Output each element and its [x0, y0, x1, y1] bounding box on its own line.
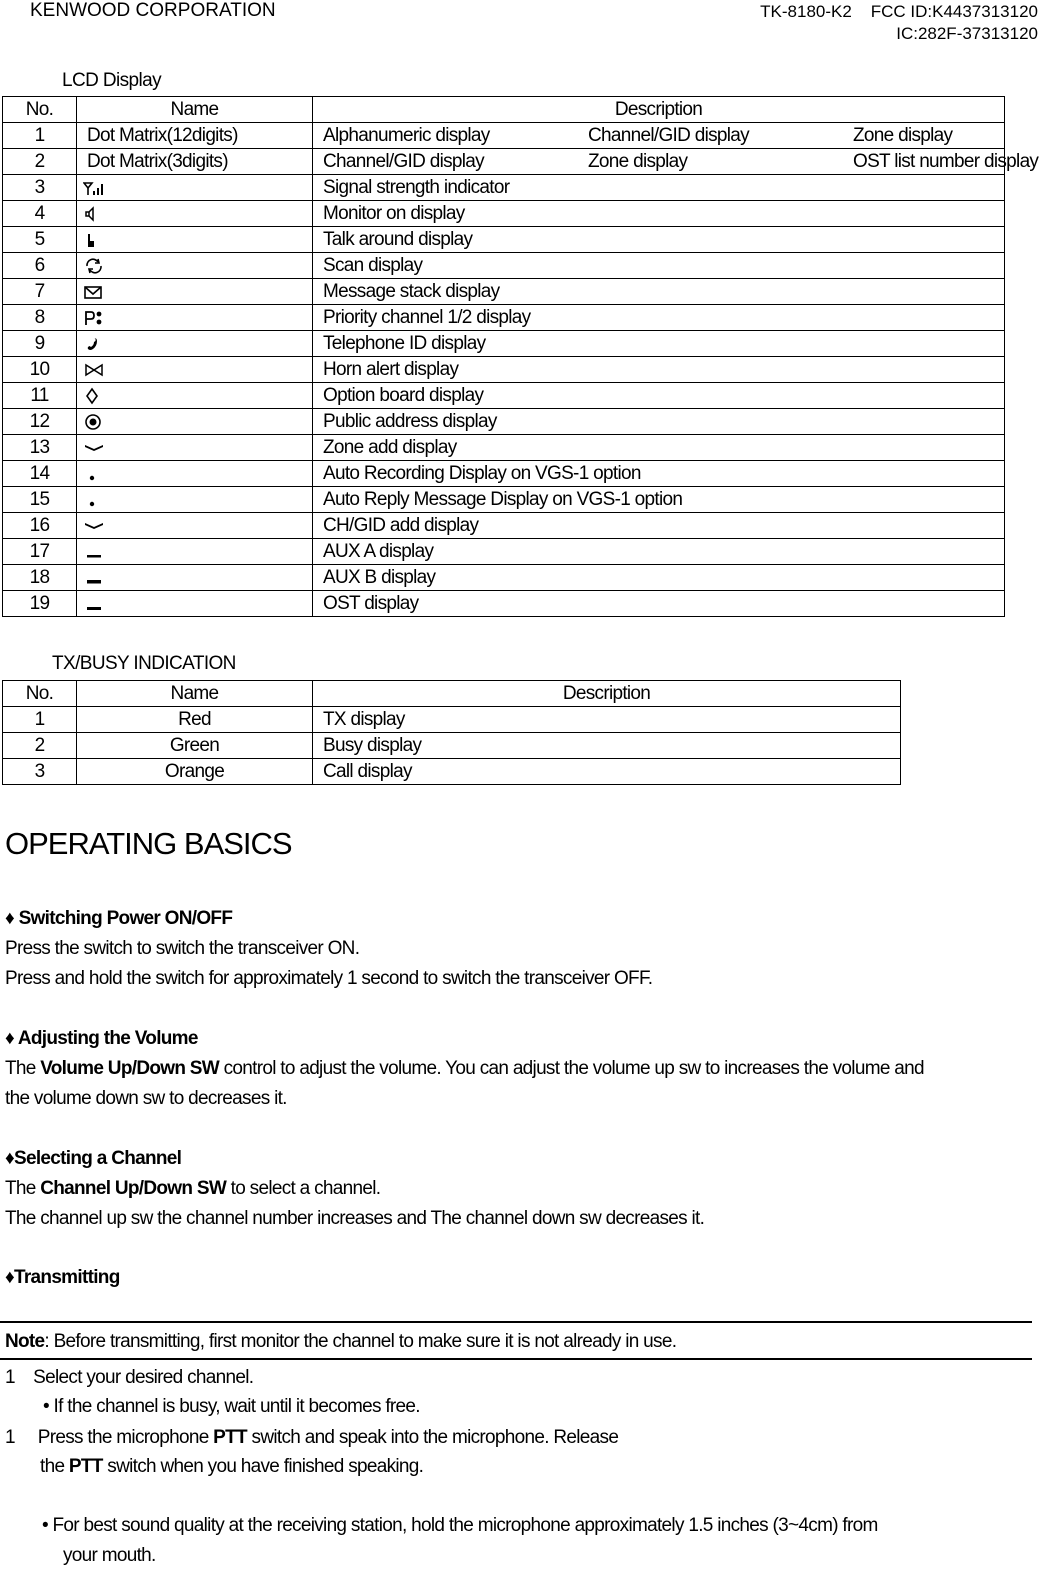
row-description: AUX B display: [313, 565, 1005, 591]
table-row: [3, 201, 1005, 227]
bar-c-icon: [83, 595, 105, 613]
table-row: [3, 759, 901, 785]
row-name: Red: [77, 707, 313, 733]
row-description: Call display: [313, 759, 901, 785]
row-icon-cell: [77, 539, 313, 565]
row-description: TX display: [313, 707, 901, 733]
zone-add-icon: [83, 439, 105, 457]
row-number: 14: [3, 461, 77, 487]
bar-a-icon: [83, 543, 105, 561]
priority-icon: [83, 309, 105, 327]
description-part: Zone display: [853, 125, 953, 146]
bar-b-icon: [83, 569, 105, 587]
column-header-description: Description: [313, 97, 1005, 123]
description-part: Channel/GID display: [323, 151, 484, 172]
row-name: Dot Matrix(3digits): [77, 149, 313, 175]
table-header-row: [3, 97, 1005, 123]
row-name: Green: [77, 733, 313, 759]
row-number: 2: [3, 733, 77, 759]
column-header-description: Description: [313, 681, 901, 707]
row-description: Priority channel 1/2 display: [313, 305, 1005, 331]
table-row: [3, 175, 1005, 201]
column-header-name: Name: [77, 681, 313, 707]
row-description: [313, 149, 1039, 175]
telephone-icon: [83, 335, 101, 353]
ptt-label: PTT: [68, 1456, 103, 1477]
table-row: [3, 707, 901, 733]
target-icon: [83, 412, 103, 432]
volume-text-post: control to adjust the volume. You can adjust the volume up sw to increases the volume and: [219, 1058, 924, 1079]
row-number: 6: [3, 253, 77, 279]
row-icon-cell: [77, 357, 313, 383]
lcd-display-table: [2, 96, 1039, 617]
power-line-1: Press the switch to switch the transceiver ON.: [5, 938, 360, 959]
row-description: Signal strength indicator: [313, 175, 1005, 201]
ic-id: IC:282F-37313120: [896, 24, 1038, 43]
table-row: [3, 409, 1005, 435]
description-part: OST list number display: [853, 151, 1039, 172]
horn-icon: [83, 361, 105, 379]
table-row: [3, 383, 1005, 409]
lcd-display-label: LCD Display: [62, 70, 161, 91]
row-number: 8: [3, 305, 77, 331]
tip-line-1: • For best sound quality at the receiving station, hold the microphone approximately 1.5 inches (3~4cm) from: [42, 1515, 878, 1536]
row-number: 11: [3, 383, 77, 409]
table-row: [3, 123, 1005, 149]
table-row: [3, 461, 1005, 487]
table-row: [3, 227, 1005, 253]
row-description: Talk around display: [313, 227, 1005, 253]
row-number: 3: [3, 759, 77, 785]
row-icon-cell: [77, 487, 313, 513]
description-part: Alphanumeric display: [323, 125, 490, 146]
dot-icon: [83, 491, 101, 509]
column-header-name: Name: [77, 97, 313, 123]
row-description: Public address display: [313, 409, 1005, 435]
document-ids: [760, 1, 1038, 45]
row-description: AUX A display: [313, 539, 1005, 565]
step-2: [5, 1427, 618, 1449]
row-description: Scan display: [313, 253, 1005, 279]
description-part: Zone display: [588, 151, 688, 172]
table-row: [3, 565, 1005, 591]
row-number: 5: [3, 227, 77, 253]
table-row: [3, 149, 1005, 175]
channel-text-pre: The: [5, 1178, 41, 1199]
row-number: 16: [3, 513, 77, 539]
table-row: [3, 305, 1005, 331]
row-icon-cell: [77, 175, 313, 201]
row-number: 18: [3, 565, 77, 591]
channel-heading: ♦Selecting a Channel: [5, 1148, 182, 1169]
row-description: Telephone ID display: [313, 331, 1005, 357]
row-number: 3: [3, 175, 77, 201]
row-icon-cell: [77, 435, 313, 461]
row-description: Message stack display: [313, 279, 1005, 305]
dot-icon: [83, 465, 101, 483]
table-row: [3, 357, 1005, 383]
tx-busy-table: [2, 680, 901, 785]
tip-line-2: your mouth.: [63, 1545, 156, 1566]
chgid-add-icon: [83, 517, 105, 535]
row-number: 15: [3, 487, 77, 513]
row-number: 1: [3, 707, 77, 733]
note-bottom-rule: [0, 1358, 1032, 1360]
step-1-sub: • If the channel is busy, wait until it becomes free.: [43, 1396, 420, 1417]
volume-line-2: the volume down sw to decreases it.: [5, 1088, 287, 1109]
row-icon-cell: [77, 409, 313, 435]
row-description: CH/GID add display: [313, 513, 1005, 539]
talk-around-icon: [83, 231, 101, 249]
row-icon-cell: [77, 227, 313, 253]
table-row: [3, 487, 1005, 513]
row-description: Auto Reply Message Display on VGS-1 option: [313, 487, 1005, 513]
column-header-no: No.: [3, 97, 77, 123]
step-2-post: switch and speak into the microphone. Release: [246, 1427, 619, 1448]
table-header-row: [3, 681, 901, 707]
row-number: 2: [3, 149, 77, 175]
row-number: 10: [3, 357, 77, 383]
row-description: OST display: [313, 591, 1005, 617]
row-icon-cell: [77, 331, 313, 357]
row-description: Zone add display: [313, 435, 1005, 461]
row-description: Option board display: [313, 383, 1005, 409]
section-title: OPERATING BASICS: [5, 826, 292, 861]
row-name: Dot Matrix(12digits): [77, 123, 313, 149]
scan-icon: [83, 257, 105, 275]
volume-control-name: Volume Up/Down SW: [40, 1058, 220, 1079]
row-icon-cell: [77, 461, 313, 487]
row-number: 4: [3, 201, 77, 227]
signal-strength-icon: [83, 179, 105, 197]
model-fcc-id: TK-8180-K2 FCC ID:K4437313120: [760, 2, 1038, 21]
row-icon-cell: [77, 305, 313, 331]
row-icon-cell: [77, 591, 313, 617]
step-2b-post: switch when you have finished speaking.: [102, 1456, 424, 1477]
tx-busy-label: TX/BUSY INDICATION: [52, 653, 236, 674]
table-row: [3, 513, 1005, 539]
column-header-no: No.: [3, 681, 77, 707]
row-description: [313, 123, 1005, 149]
row-icon-cell: [77, 253, 313, 279]
channel-line-2: The channel up sw the channel number increases and The channel down sw decreases it.: [5, 1208, 705, 1229]
row-number: 19: [3, 591, 77, 617]
row-description: Horn alert display: [313, 357, 1005, 383]
company-name: KENWOOD CORPORATION: [30, 0, 276, 21]
row-description: Busy display: [313, 733, 901, 759]
ptt-label: PTT: [213, 1427, 247, 1448]
table-row: [3, 733, 901, 759]
channel-line-1: [5, 1178, 380, 1200]
step-2-pre: 1 Press the microphone: [5, 1427, 214, 1448]
table-row: [3, 435, 1005, 461]
row-icon-cell: [77, 201, 313, 227]
power-heading: ♦ Switching Power ON/OFF: [5, 908, 233, 929]
table-row: [3, 591, 1005, 617]
note-text: : Before transmitting, first monitor the channel to make sure it is not already in use.: [44, 1331, 677, 1352]
volume-line-1: [5, 1058, 924, 1080]
table-row: [3, 331, 1005, 357]
row-name: Orange: [77, 759, 313, 785]
note: [5, 1331, 676, 1353]
description-part: Channel/GID display: [588, 125, 749, 146]
diamond-icon: [83, 387, 101, 405]
row-number: 1: [3, 123, 77, 149]
row-icon-cell: [77, 383, 313, 409]
volume-heading: ♦ Adjusting the Volume: [5, 1028, 198, 1049]
row-icon-cell: [77, 279, 313, 305]
note-label: Note: [5, 1331, 45, 1352]
row-number: 7: [3, 279, 77, 305]
row-icon-cell: [77, 513, 313, 539]
table-row: [3, 253, 1005, 279]
volume-text-pre: The: [5, 1058, 41, 1079]
row-number: 9: [3, 331, 77, 357]
step-2b-pre: the: [40, 1456, 69, 1477]
row-number: 17: [3, 539, 77, 565]
note-top-rule: [0, 1321, 1032, 1323]
speaker-icon: [83, 205, 101, 223]
step-2-continued: [40, 1456, 423, 1478]
row-number: 13: [3, 435, 77, 461]
envelope-icon: [83, 283, 103, 301]
row-number: 12: [3, 409, 77, 435]
power-line-2: Press and hold the switch for approximately 1 second to switch the transceiver OFF.: [5, 968, 653, 989]
row-icon-cell: [77, 565, 313, 591]
channel-control-name: Channel Up/Down SW: [40, 1178, 227, 1199]
transmitting-heading: ♦Transmitting: [5, 1267, 120, 1288]
table-row: [3, 279, 1005, 305]
table-row: [3, 539, 1005, 565]
row-description: Auto Recording Display on VGS-1 option: [313, 461, 1005, 487]
row-description: Monitor on display: [313, 201, 1005, 227]
step-1: 1 Select your desired channel.: [5, 1367, 254, 1388]
channel-text-post: to select a channel.: [226, 1178, 381, 1199]
